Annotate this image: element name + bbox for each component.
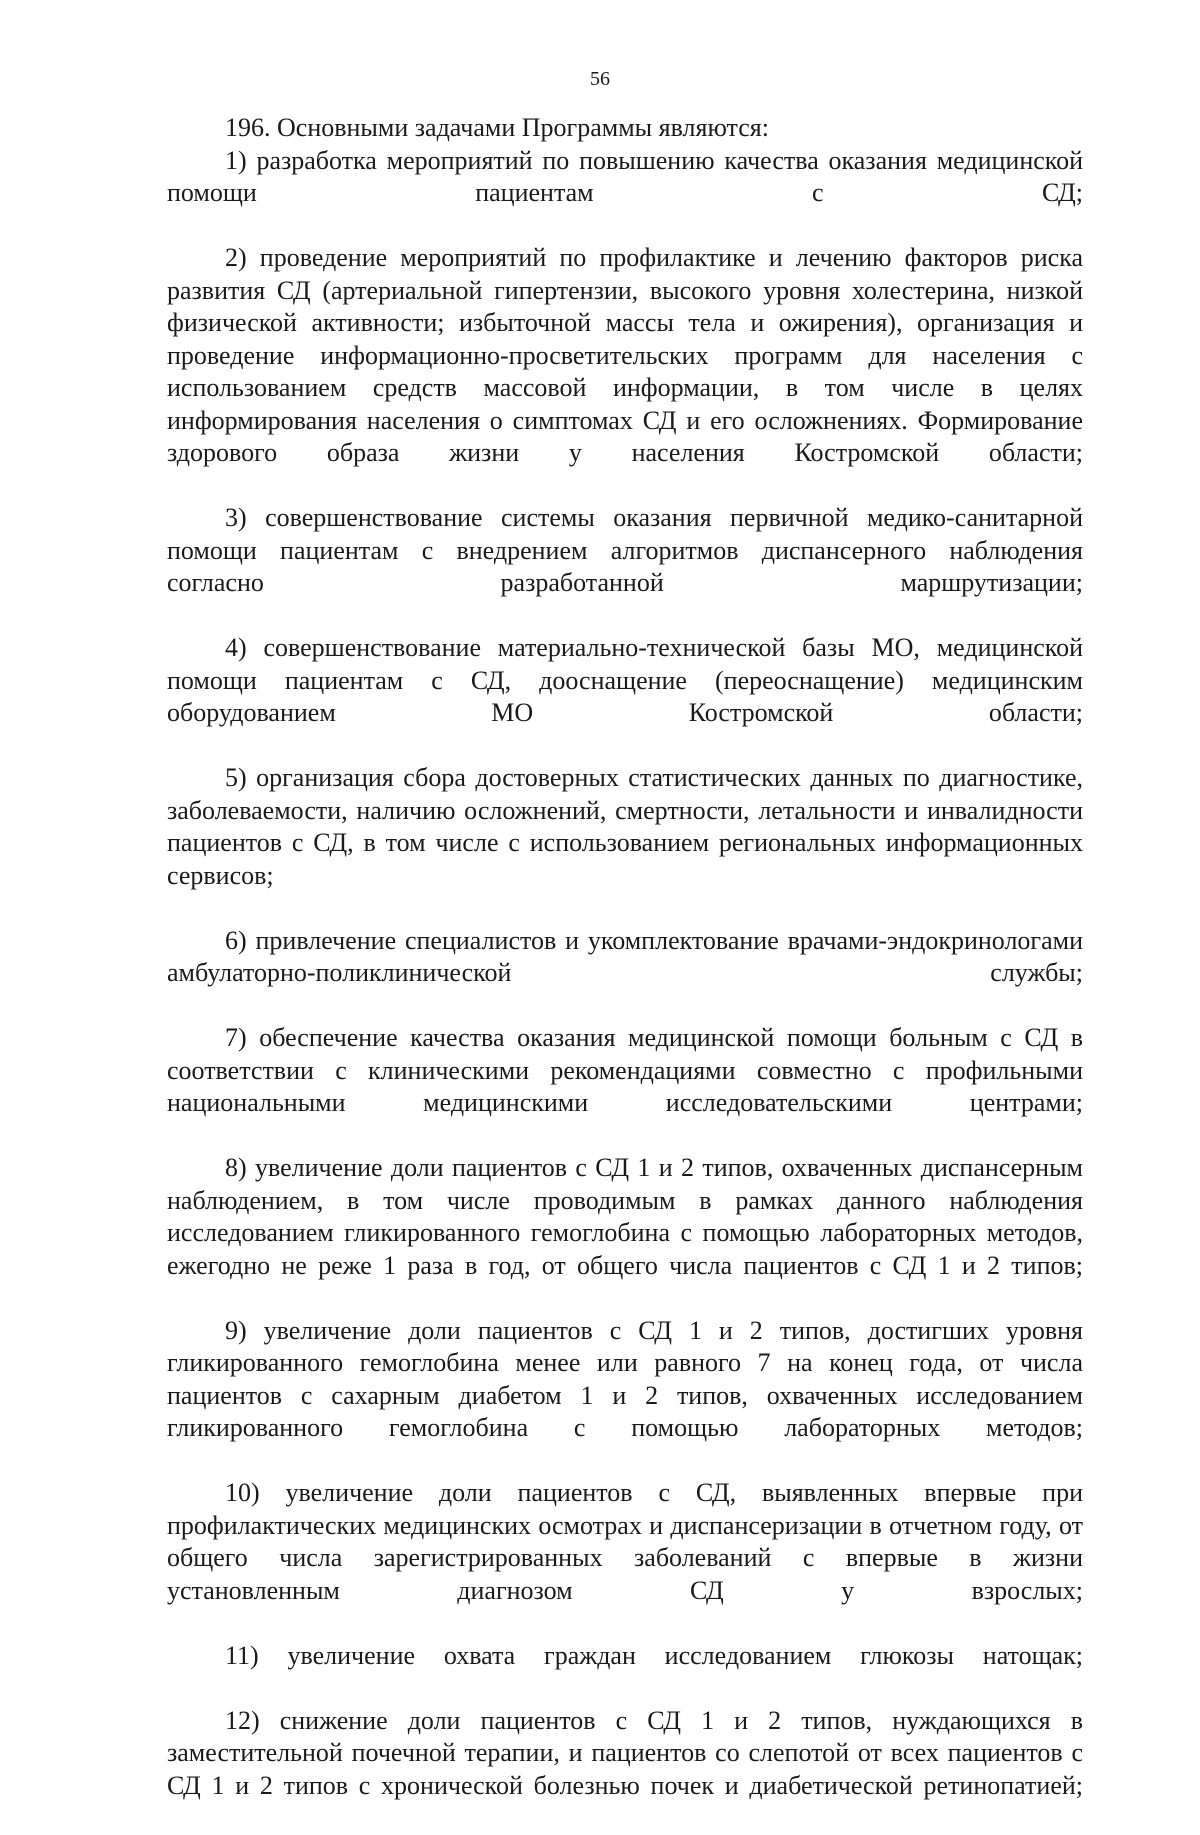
list-item: 4) совершенствование материально-технической базы МО, медицинской помощи пациентам с СД, дооснащение (переоснащение) медицинским оборудованием МО Костромской области; [167,633,1083,727]
section-intro: 196. Основными задачами Программы являются: [225,113,769,142]
list-item: 10) увеличение доли пациентов с СД, выявленных впервые при профилактических медицинских осмотрах и диспансеризации в отчетном году, от общего числа зарегистрированных заболеваний с впервые в жизни установленным диагнозом СД у взрослых; [167,1478,1083,1605]
document-body [167,112,1083,1835]
list-item: 12) снижение доли пациентов с СД 1 и 2 типов, нуждающихся в заместительной почечной терапии, и пациентов со слепотой от всех пациентов с СД 1 и 2 типов с хронической болезнью почек и диабетической ретинопатией; [167,1705,1083,1800]
list-item: 8) увеличение доли пациентов с СД 1 и 2 типов, охваченных диспансерным наблюдением, в том числе проводимым в рамках данного наблюдения исследованием гликированного гемоглобина с помощью лабораторных методов, ежегодно не реже 1 раза в год, от общего числа пациентов с СД 1 и 2 типов; [167,1153,1083,1280]
list-item: 6) привлечение специалистов и укомплектование врачами-эндокринологами амбулаторно-поликлинической службы; [167,925,1083,987]
list-item: 11) увеличение охвата граждан исследованием глюкозы натощак; [225,1640,1083,1670]
list-item: 3) совершенствование системы оказания первичной медико-санитарной помощи пациентам с внедрением алгоритмов диспансерного наблюдения согласно разработанной маршрутизации; [167,503,1083,597]
list-item: 2) проведение мероприятий по профилактике и лечению факторов риска развития СД (артериальной гипертензии, высокого уровня холестерина, низкой физической активности; избыточной массы тела и ожирения), организация и проведение информационно-просветительских программ для населения с использованием средств массовой информации, в том числе в целях информирования населения о симптомах СД и его осложнениях. Формирование здорового образа жизни у населения Костромской области; [167,243,1083,467]
list-item: 7) обеспечение качества оказания медицинской помощи больным с СД в соответствии с клиническими рекомендациями совместно с профильными национальными медицинскими исследовательскими центрами; [167,1023,1083,1117]
list-item: 5) организация сбора достоверных статистических данных по диагностике, заболеваемости, наличию осложнений, смертности, летальности и инвалидности пациентов с СД, в том числе с использованием региональных информационных сервисов; [167,763,1083,890]
list-item: 9) увеличение доли пациентов с СД 1 и 2 типов, достигших уровня гликированного гемоглобина менее или равного 7 на конец года, от числа пациентов с сахарным диабетом 1 и 2 типов, охваченных исследованием гликированного гемоглобина с помощью лабораторных методов; [167,1315,1083,1442]
list-item: 1) разработка мероприятий по повышению качества оказания медицинской помощи пациентам с СД; [167,145,1083,207]
page-number: 56 [590,68,610,90]
